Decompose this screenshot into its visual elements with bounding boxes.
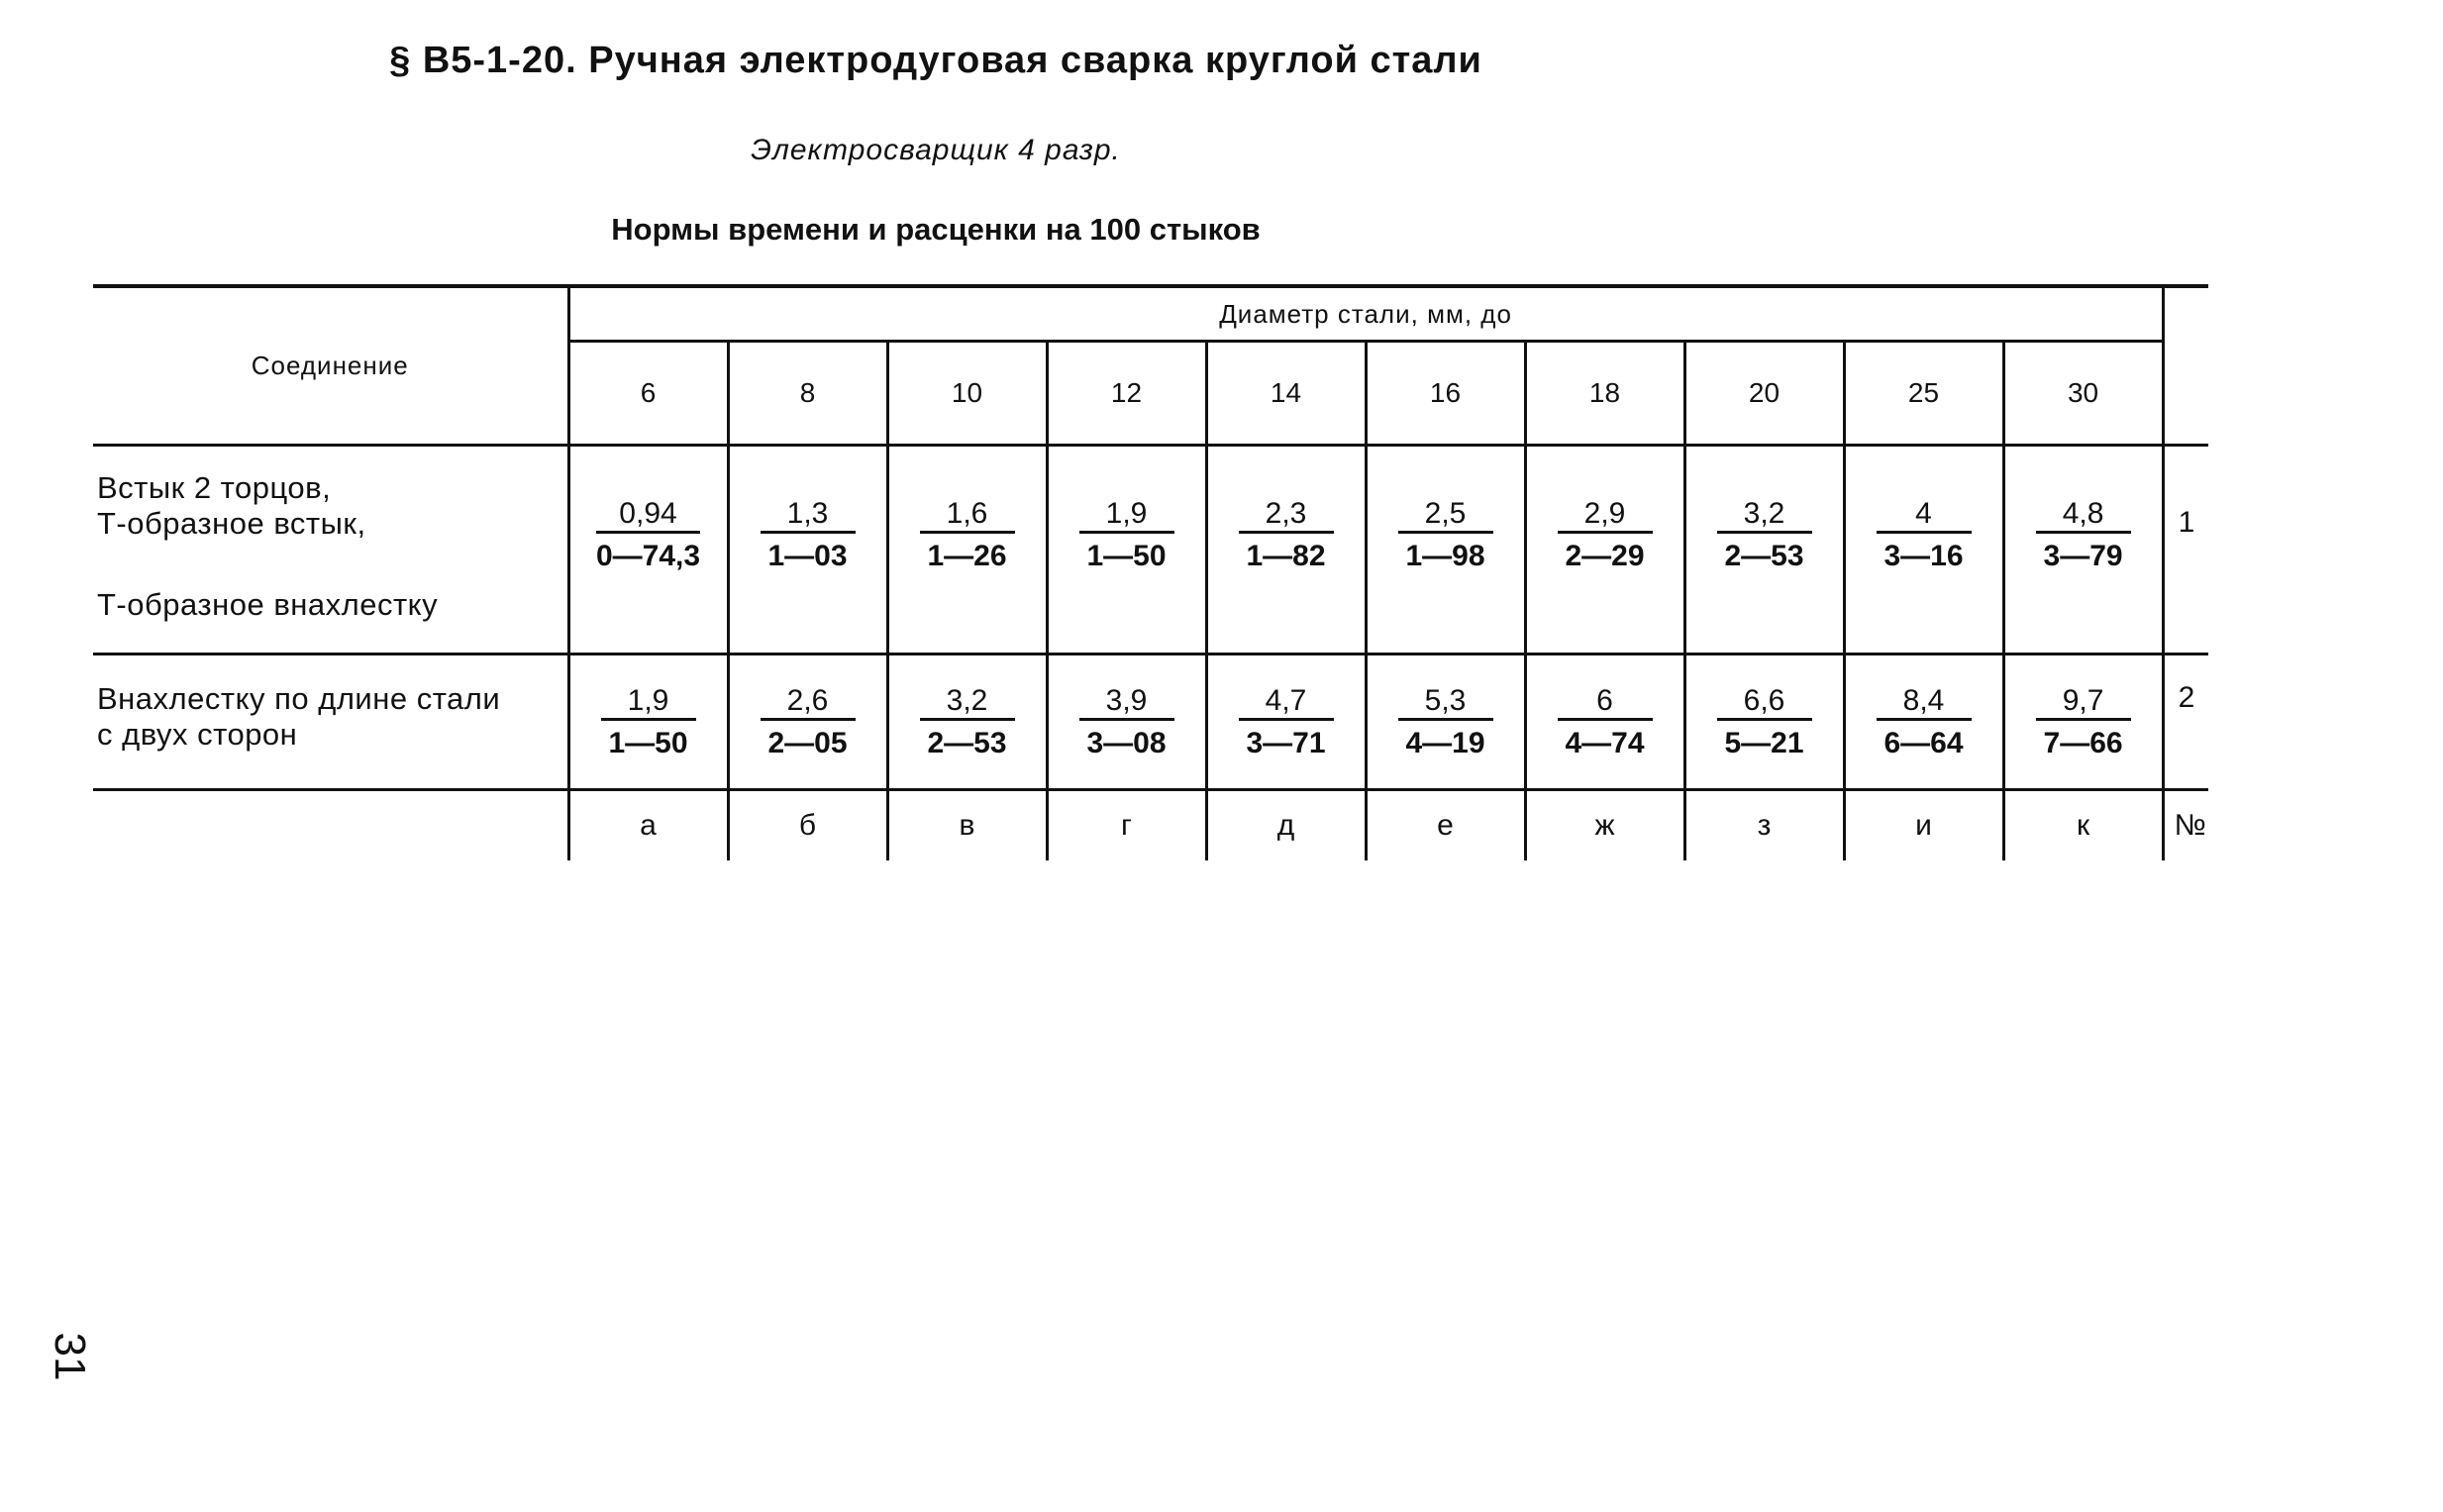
- norm-fraction: [1079, 683, 1174, 759]
- time-norm: 9,7: [2036, 686, 2131, 721]
- norm-cell: [887, 446, 1047, 655]
- price-rate: 2—53: [927, 726, 1007, 759]
- diameter-cell: 18: [1525, 342, 1684, 446]
- time-norm: 4: [1877, 499, 1972, 534]
- norm-cell: [568, 446, 728, 655]
- column-letter: а: [568, 790, 728, 861]
- time-norm: 3,2: [1717, 499, 1812, 534]
- time-norm: 2,6: [761, 686, 856, 721]
- norm-fraction: [1079, 496, 1174, 572]
- price-rate: 3—79: [2043, 539, 2123, 572]
- time-norm: 6,6: [1717, 686, 1812, 721]
- column-letter: к: [2003, 790, 2163, 861]
- diameter-header: Диаметр стали, мм, до: [568, 286, 2163, 342]
- section-title: § В5-1-20. Ручная электродуговая сварка круглой стали: [389, 40, 1482, 81]
- worker-grade: Электросварщик 4 разр.: [751, 134, 1121, 166]
- time-norm: 2,3: [1239, 499, 1334, 534]
- price-rate: 0—74,3: [595, 539, 701, 572]
- norm-cell: [568, 655, 728, 790]
- diameter-cell: 14: [1206, 342, 1366, 446]
- connection-label-line: Внахлестку по длине стали: [97, 681, 501, 716]
- time-norm: 0,94: [596, 499, 700, 534]
- connection-label-line: Встык 2 торцов,: [97, 470, 332, 505]
- time-norm: 2,5: [1398, 499, 1493, 534]
- column-letter: б: [728, 790, 887, 861]
- norm-cell: [1525, 655, 1684, 790]
- price-rate: 2—53: [1724, 539, 1804, 572]
- norm-fraction: [601, 683, 696, 759]
- norm-fraction: [1877, 496, 1972, 572]
- norm-fraction: [920, 496, 1015, 572]
- connection-header: Соединение: [93, 286, 568, 446]
- price-rate: 3—71: [1246, 726, 1326, 759]
- norm-cell: [1206, 446, 1366, 655]
- row-number: 2: [2178, 681, 2195, 714]
- norm-cell: [887, 655, 1047, 790]
- time-norm: 1,9: [601, 686, 696, 721]
- diameter-cell: 8: [728, 342, 887, 446]
- diameter-cell: 12: [1047, 342, 1206, 446]
- column-letter: д: [1206, 790, 1366, 861]
- norm-cell: [1684, 655, 1844, 790]
- norm-fraction: [761, 496, 856, 572]
- time-norm: 8,4: [1877, 686, 1972, 721]
- norm-fraction: [1239, 496, 1334, 572]
- norm-fraction: [920, 683, 1015, 759]
- price-rate: 5—21: [1724, 726, 1804, 759]
- diameter-cell: 20: [1684, 342, 1844, 446]
- norm-cell: [1366, 446, 1525, 655]
- table-caption: Нормы времени и расценки на 100 стыков: [611, 212, 1261, 247]
- price-rate: 4—19: [1405, 726, 1485, 759]
- price-rate: 1—26: [927, 539, 1007, 572]
- norm-fraction: [1717, 683, 1812, 759]
- column-letter: и: [1844, 790, 2003, 861]
- price-rate: 3—08: [1086, 726, 1167, 759]
- connection-type-label: [93, 655, 568, 790]
- price-rate: 2—05: [767, 726, 848, 759]
- norm-fraction: [2036, 683, 2131, 759]
- table-row: [93, 446, 2208, 655]
- norm-fraction: [2036, 496, 2131, 572]
- column-letters-row: [93, 790, 2208, 861]
- price-rate: 7—66: [2043, 726, 2123, 759]
- norm-fraction: [1558, 496, 1653, 572]
- diameter-cell: 25: [1844, 342, 2003, 446]
- norm-fraction: [1239, 683, 1334, 759]
- norm-cell: [1047, 446, 1206, 655]
- norm-cell: [2003, 655, 2163, 790]
- norm-fraction: [595, 496, 701, 572]
- norm-cell: [1047, 655, 1206, 790]
- time-norm: 3,2: [920, 686, 1015, 721]
- norm-fraction: [1717, 496, 1812, 572]
- number-label: №: [2163, 790, 2208, 861]
- time-norm: 1,3: [761, 499, 856, 534]
- price-rate: 1—98: [1405, 539, 1485, 572]
- time-norm: 4,8: [2036, 499, 2131, 534]
- row-number: 1: [2178, 506, 2195, 539]
- diameter-cell: 10: [887, 342, 1047, 446]
- norm-fraction: [1398, 496, 1493, 572]
- page-number: 31: [46, 1332, 94, 1381]
- diameter-cell: 30: [2003, 342, 2163, 446]
- column-letter: в: [887, 790, 1047, 861]
- price-rate: 1—82: [1246, 539, 1326, 572]
- column-letter: г: [1047, 790, 1206, 861]
- column-letter: ж: [1525, 790, 1684, 861]
- diameter-cell: 6: [568, 342, 728, 446]
- norm-cell: [728, 446, 887, 655]
- connection-label-line: Т-образное встык,: [97, 506, 366, 541]
- price-rate: 1—50: [608, 726, 688, 759]
- norm-cell: [1525, 446, 1684, 655]
- column-letter: е: [1366, 790, 1525, 861]
- norm-fraction: [1877, 683, 1972, 759]
- norm-cell: [728, 655, 887, 790]
- norm-cell: [1844, 446, 2003, 655]
- norm-cell: [1684, 446, 1844, 655]
- price-rate: 2—29: [1565, 539, 1645, 572]
- price-rate: 6—64: [1883, 726, 1964, 759]
- price-rate: 1—03: [767, 539, 848, 572]
- norm-fraction: [1558, 683, 1653, 759]
- norm-fraction: [1398, 683, 1493, 759]
- time-norm: 1,6: [920, 499, 1015, 534]
- connection-label-line: Т-образное внахлестку: [97, 587, 439, 622]
- norm-cell: [1844, 655, 2003, 790]
- time-norm: 1,9: [1079, 499, 1174, 534]
- time-norm: 6: [1558, 686, 1653, 721]
- connection-type-label: [93, 446, 568, 655]
- time-norm: 3,9: [1079, 686, 1174, 721]
- price-rate: 3—16: [1883, 539, 1964, 572]
- connection-label-line: с двух сторон: [97, 717, 298, 752]
- column-letter: з: [1684, 790, 1844, 861]
- time-norm: 5,3: [1398, 686, 1493, 721]
- time-norm: 2,9: [1558, 499, 1653, 534]
- norm-fraction: [761, 683, 856, 759]
- norms-table: [93, 284, 2208, 860]
- table-row: [93, 655, 2208, 790]
- price-rate: 1—50: [1086, 539, 1167, 572]
- price-rate: 4—74: [1565, 726, 1645, 759]
- time-norm: 4,7: [1239, 686, 1334, 721]
- norm-cell: [1206, 655, 1366, 790]
- norm-cell: [1366, 655, 1525, 790]
- norm-cell: [2003, 446, 2163, 655]
- diameter-cell: 16: [1366, 342, 1525, 446]
